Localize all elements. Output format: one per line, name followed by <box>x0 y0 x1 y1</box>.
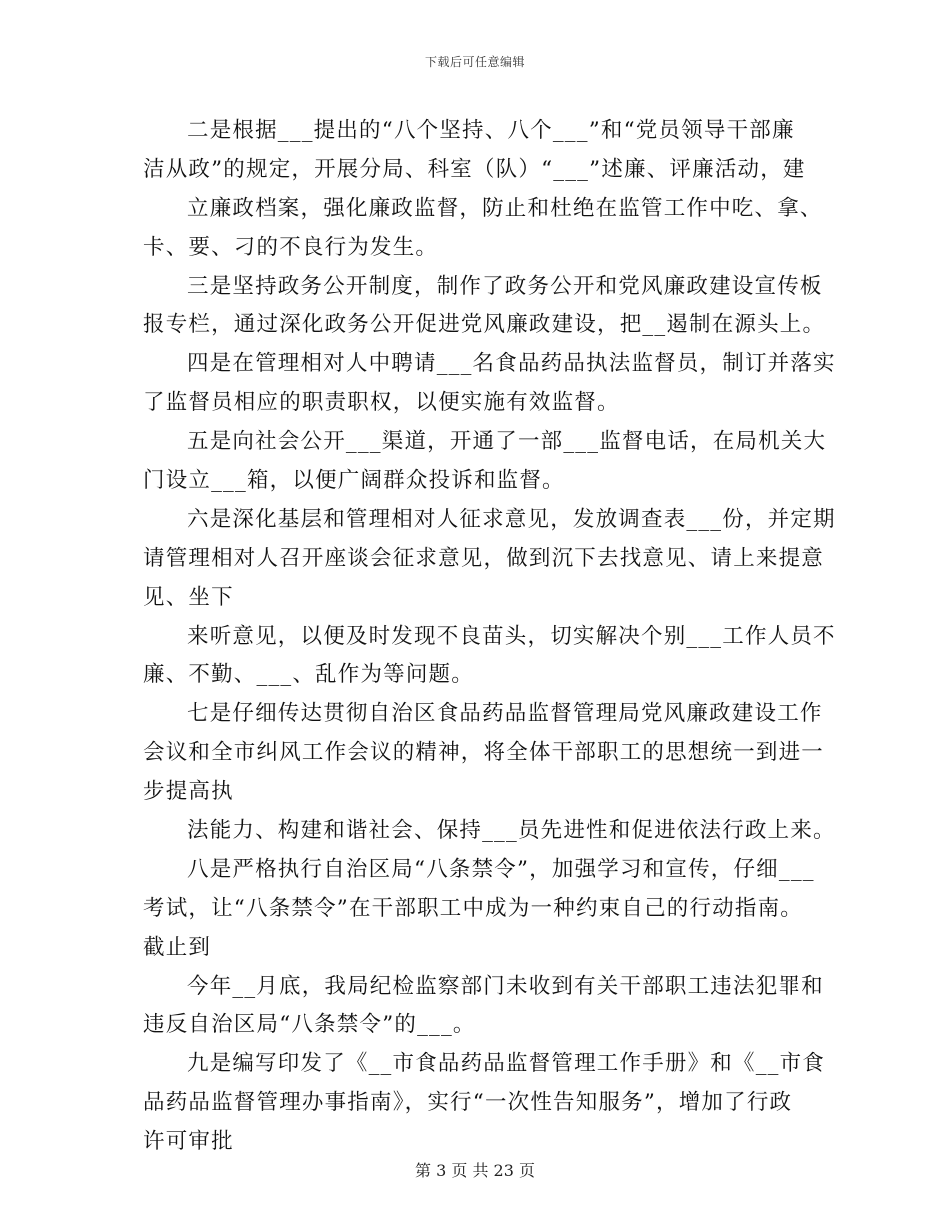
text-line: 了监督员相应的职责职权，以便实施有效监督。 <box>143 390 620 416</box>
text-line: 立廉政档案，强化廉政监督，防止和杜绝在监管工作中吃、拿、 <box>187 195 823 221</box>
text-line: 廉、不勤、___、乱作为等问题。 <box>143 662 474 688</box>
text-line: 二是根据___提出的“八个坚持、八个___”和“党员领导干部廉 <box>187 118 795 143</box>
text-line: 卡、要、刁的不良行为发生。 <box>143 234 439 260</box>
text-line: 五是向社会公开___渠道，开通了一部___监督电话，在局机关大 <box>187 429 827 455</box>
text-line: 八是严格执行自治区局“八条禁令”，加强学习和宣传，仔细___ <box>187 856 815 882</box>
text-line: 四是在管理相对人中聘请___名食品药品执法监督员，制订并落实 <box>187 351 836 377</box>
text-line: 违反自治区局“八条禁令”的___。 <box>143 1012 476 1038</box>
text-line: 门设立___箱，以便广阔群众投诉和监督。 <box>143 468 565 494</box>
text-line: 七是仔细传达贯彻自治区食品药品监督管理局党风廉政建设工作 <box>187 701 823 727</box>
text-line: 来听意见，以便及时发现不良苗头，切实解决个别___工作人员不 <box>187 623 836 649</box>
text-line: 品药品监督管理办事指南》，实行“一次性告知服务”，增加了行政 <box>143 1090 793 1116</box>
text-line: 洁从政”的规定，开展分局、科室（队）“___”述廉、评廉活动，建 <box>143 156 806 182</box>
document-body <box>143 112 836 1162</box>
text-line: 今年__月底，我局纪检监察部门未收到有关干部职工违法犯罪和 <box>187 973 824 999</box>
text-line: 三是坚持政务公开制度，制作了政务公开和党风廉政建设宣传板 <box>187 273 823 299</box>
page-footer: 第 3 页 共 23 页 <box>415 1161 535 1180</box>
text-line: 见、坐下 <box>143 584 234 610</box>
page-header: 下载后可任意编辑 <box>424 55 525 69</box>
text-line: 会议和全市纠风工作会议的精神，将全体干部职工的思想统一到进一 <box>143 740 825 766</box>
text-line: 请管理相对人召开座谈会征求意见，做到沉下去找意见、请上来提意 <box>143 545 825 571</box>
text-line: 法能力、构建和谐社会、保持___员先进性和促进依法行政上来。 <box>187 818 836 844</box>
text-line: 九是编写印发了《__市食品药品监督管理工作手册》和《__市食 <box>187 1051 826 1077</box>
text-line: 报专栏，通过深化政务公开促进党风廉政建设，把__遏制在源头上。 <box>143 312 826 338</box>
text-line: 考试，让“八条禁令”在干部职工中成为一种约束自己的行动指南。 <box>143 895 803 921</box>
text-line: 步提高执 <box>143 779 234 805</box>
text-line: 截止到 <box>143 934 212 960</box>
text-line: 许可审批 <box>143 1129 234 1155</box>
text-line: 六是深化基层和管理相对人征求意见，发放调查表___份，并定期 <box>187 506 836 532</box>
